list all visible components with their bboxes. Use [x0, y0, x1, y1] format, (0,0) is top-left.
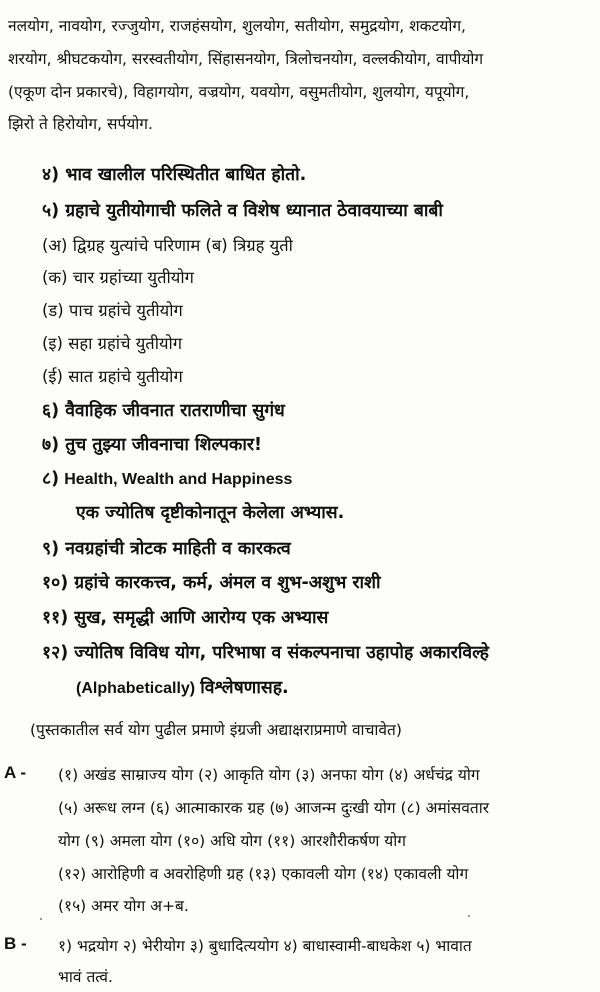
- section-a-line-5: (१५) अमर योग अ+ब.: [58, 897, 189, 915]
- subitem-d: (ड) पाच ग्रहांचे युतीयोग: [42, 301, 183, 320]
- item-5: ५) ग्रहाचे युतीयोगाची फलिते व विशेष ध्यानात ठेवावयाच्या बाबी: [42, 201, 443, 221]
- section-a-marker: A -: [4, 763, 27, 782]
- item-7: ७) तुच तुझ्या जीवनाचा शिल्पकार!: [42, 435, 263, 455]
- intro-line-4: झिरो ते हिरोयोग, सर्पयोग.: [8, 115, 153, 133]
- reading-note: (पुस्तकातील सर्व योग पुढील प्रमाणे इंग्रजी अद्याक्षराप्रमाणे वाचावेत): [30, 721, 402, 739]
- section-b-line-1: १) भद्रयोग २) भेरीयोग ३) बुधादित्ययोग ४) बाधास्वामी-बाधकेश ५) भावात: [58, 937, 472, 955]
- item-12-line-2: [76, 675, 289, 699]
- item-4: ४) भाव खालील परिस्थितीत बाधित होतो.: [42, 165, 307, 185]
- section-a-line-1: (१) अखंड साम्राज्य योग (२) आकृति योग (३) अनफा योग (४) अर्धचंद्र योग: [58, 766, 480, 784]
- item-8: [42, 466, 292, 490]
- item-10: १०) ग्रहांचे कारकत्त्व, कर्म, अंमल व शुभ-अशुभ राशी: [42, 573, 381, 593]
- section-a-line-2: (५) अरूध लग्न (६) आत्माकारक ग्रह (७) आजन्म दुःखी योग (८) अमांसवतार: [58, 799, 490, 817]
- item-8-line-2: एक ज्योतिष दृष्टीकोनातून केलेला अभ्यास.: [76, 503, 345, 523]
- intro-line-2: शरयोग, श्रीघटकयोग, सरस्वतीयोग, सिंहासनयोग, त्रिलोचनयोग, वल्लकीयोग, वापीयोग: [8, 50, 484, 68]
- subitem-ii: (ई) सात ग्रहांचे युतीयोग: [42, 367, 183, 386]
- item-8-english-title: Health, Wealth and Happiness: [64, 471, 293, 488]
- section-a-line-4: (१२) आरोहिणी व अवरोहिणी ग्रह (१३) एकावली योग (१४) एकावली योग: [58, 865, 469, 883]
- subitem-a: (अ) द्विग्रह युत्यांचे परिणाम (ब) त्रिग्रह युती: [42, 236, 293, 255]
- item-12-tail: विश्लेषणासह.: [200, 678, 289, 698]
- section-b-line-2: भावं तत्वं.: [58, 968, 113, 986]
- item-11: ११) सुख, समृद्धी आणि आरोग्य एक अभ्यास: [42, 608, 329, 628]
- intro-line-3: (एकूण दोन प्रकारचे), विहागयोग, वज्रयोग, यवयोग, वसुमतीयोग, शुलयोग, यपूयोग,: [8, 83, 470, 101]
- item-8-number: ८): [42, 469, 60, 489]
- item-12: १२) ज्योतिष विविध योग, परिभाषा व संकल्पनाचा उहापोह अकारविल्हे: [42, 643, 489, 663]
- intro-line-1: नलयोग, नावयोग, रज्जुयोग, राजहंसयोग, शुलयोग, सतीयोग, समुद्रयोग, शकटयोग,: [8, 17, 466, 35]
- section-b-marker: B -: [4, 934, 27, 953]
- subitem-k: (क) चार ग्रहांच्या युतीयोग: [42, 268, 194, 287]
- item-12-english: (Alphabetically): [76, 680, 196, 697]
- print-speck: [468, 915, 470, 917]
- item-9: ९) नवग्रहांची त्रोटक माहिती व कारकत्व: [42, 539, 291, 559]
- subitem-i: (इ) सहा ग्रहांचे युतीयोग: [42, 334, 183, 353]
- print-speck: [40, 918, 42, 920]
- item-6: ६) वैवाहिक जीवनात रातराणीचा सुगंध: [42, 401, 285, 421]
- section-a-line-3: योग (९) अमला योग (१०) अधि योग (११) आरशौरीकर्षण योग: [58, 832, 407, 850]
